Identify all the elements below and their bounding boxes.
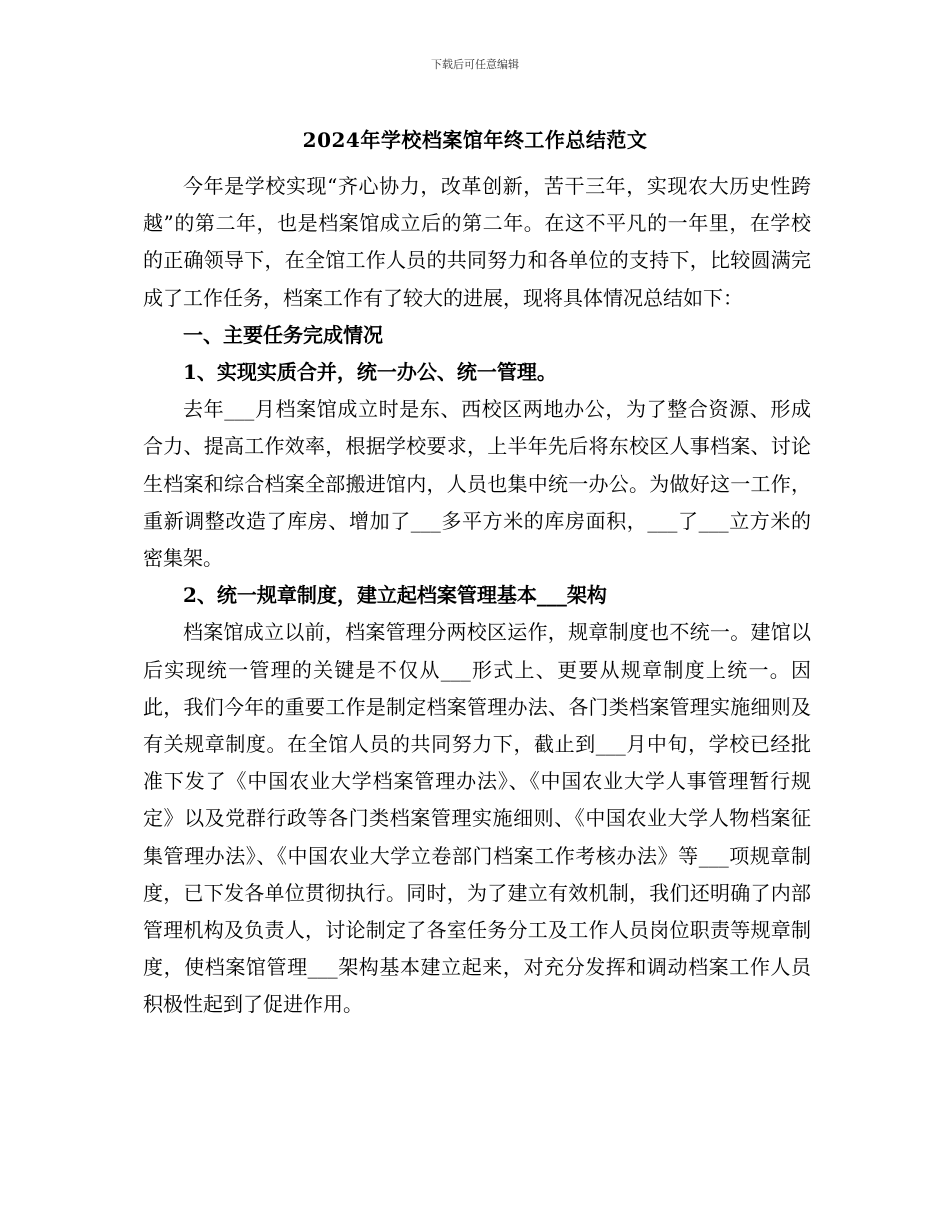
subsection-heading-2: 2、统一规章制度，建立起档案管理基本___架构 [183, 583, 607, 608]
paragraph-merge: 去年___月档案馆成立时是东、西校区两地办公，为了整合资源、形成合力、提高工作效率，根据学校要求，上半年先后将东校区人事档案、讨论生档案和综合档案全部搬进馆内，人员也集中统一办公。为做好这一工作，重新调整改造了库房、增加了___多平方米的库房面积，___了___立方米的密集架。 [143, 397, 811, 571]
paragraph-regulations: 档案馆成立以前，档案管理分两校区运作，规章制度也不统一。建馆以后实现统一管理的关键是不仅从___形式上、更要从规章制度上统一。因此，我们今年的重要工作是制定档案管理办法、各门类档案管理实施细则及有关规章制度。在全馆人员的共同努力下，截止到___月中旬，学校已经批准下发了《中国农业大学档案管理办法》、《中国农业大学人事管理暂行规定》以及党群行政等各门类档案管理实施细则、《中国农业大学人物档案征集管理办法》、《中国农业大学立卷部门档案工作考核办法》等___项规章制度，已下发各单位贯彻执行。同时，为了建立有效机制，我们还明确了内部管理机构及负责人，讨论制定了各室任务分工及工作人员岗位职责等规章制度，使档案馆管理___架构基本建立起来，对充分发挥和调动档案工作人员积极性起到了促进作用。 [143, 620, 811, 1017]
document-body [143, 168, 811, 1024]
paragraph-intro: 今年是学校实现“齐心协力，改革创新，苦干三年，实现农大历史性跨越”的第二年，也是档案馆成立后的第二年。在这不平凡的一年里，在学校的正确领导下，在全馆工作人员的共同努力和各单位的支持下，比较圆满完成了工作任务，档案工作有了较大的进展，现将具体情况总结如下： [143, 174, 811, 310]
subsection-heading-1: 1、实现实质合并，统一办公、统一管理。 [183, 360, 557, 385]
section-heading-1: 一、主要任务完成情况 [183, 322, 383, 347]
header-note: 下载后可任意编辑 [431, 58, 519, 71]
document-title: 2024年学校档案馆年终工作总结范文 [302, 128, 648, 152]
